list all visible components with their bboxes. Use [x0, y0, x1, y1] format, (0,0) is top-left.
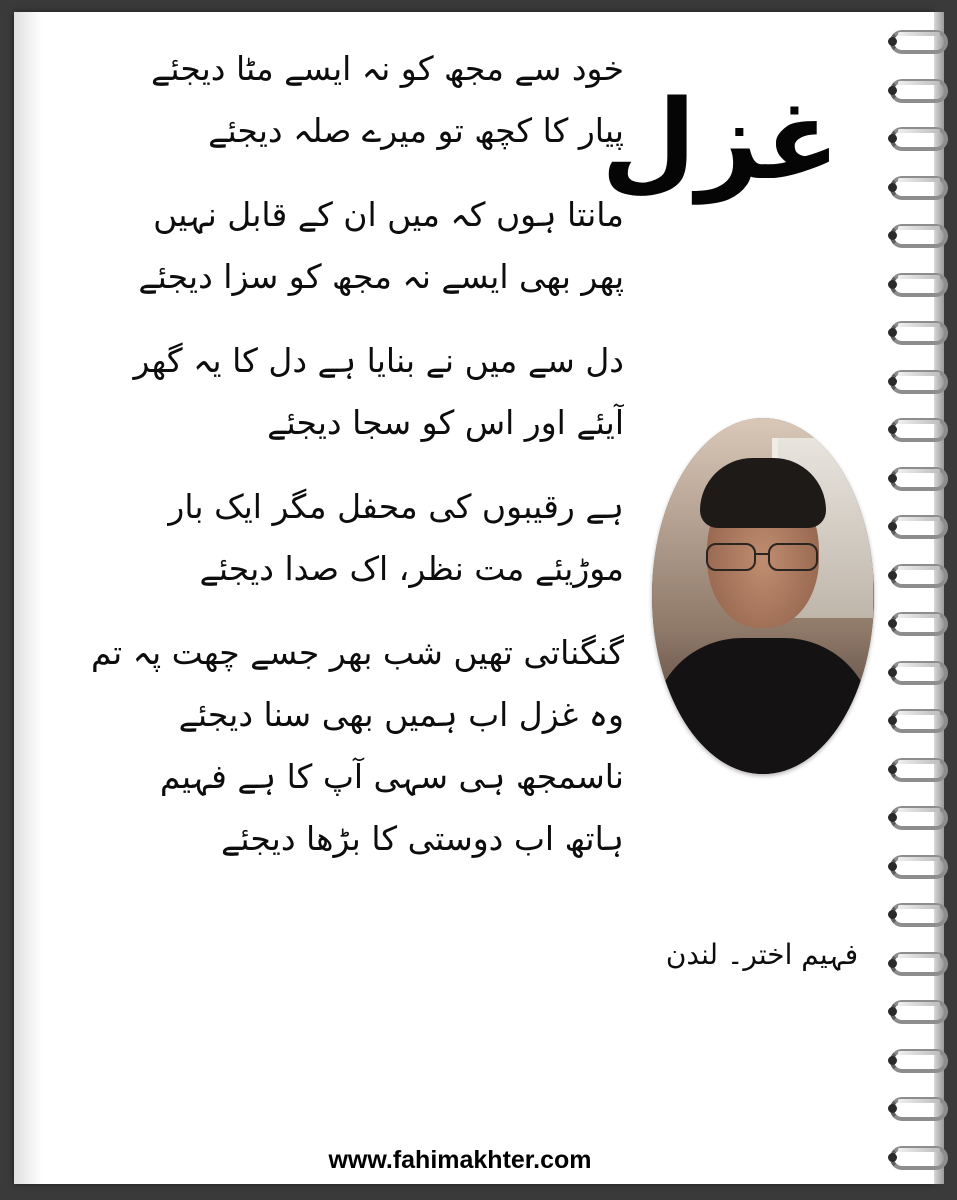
- author-name: فہیم اختر۔ لندن: [665, 938, 859, 971]
- poem-line: موڑیئے مت نظر، اک صدا دیجئے: [199, 549, 624, 588]
- spiral-binding: [880, 0, 957, 1200]
- page-edge-shadow: [14, 12, 42, 1184]
- poem-line: پھر بھی ایسے نہ مجھ کو سزا دیجئے: [138, 257, 624, 296]
- poem-line: ہاتھ اب دوستی کا بڑھا دیجئے: [221, 819, 624, 858]
- poem-line: ناسمجھ ہی سہی آپ کا ہے فہیم: [159, 757, 624, 796]
- glasses-icon: [702, 543, 824, 573]
- poem-line: ہے رقیبوں کی محفل مگر ایک بار: [168, 487, 624, 526]
- poem-line: گنگناتی تھیں شب بھر جسے چھت پہ تم: [90, 633, 624, 672]
- website-link[interactable]: www.fahimakhter.com: [328, 1146, 592, 1174]
- poem-line: مانتا ہوں کہ میں ان کے قابل نہیں: [153, 195, 624, 234]
- author-photo: [652, 418, 874, 774]
- poem: [44, 38, 624, 1128]
- photo-body: [652, 638, 874, 774]
- page-title: غزل: [600, 76, 840, 204]
- poem-line: وہ غزل اب ہمیں بھی سنا دیجئے: [178, 695, 624, 734]
- poem-line: پیار کا کچھ تو میرے صلہ دیجئے: [208, 111, 624, 150]
- poem-line: دل سے میں نے بنایا ہے دل کا یہ گھر: [133, 341, 624, 380]
- poem-line: خود سے مجھ کو نہ ایسے مٹا دیجئے: [151, 49, 624, 88]
- poem-line: آیئے اور اس کو سجا دیجئے: [267, 403, 624, 442]
